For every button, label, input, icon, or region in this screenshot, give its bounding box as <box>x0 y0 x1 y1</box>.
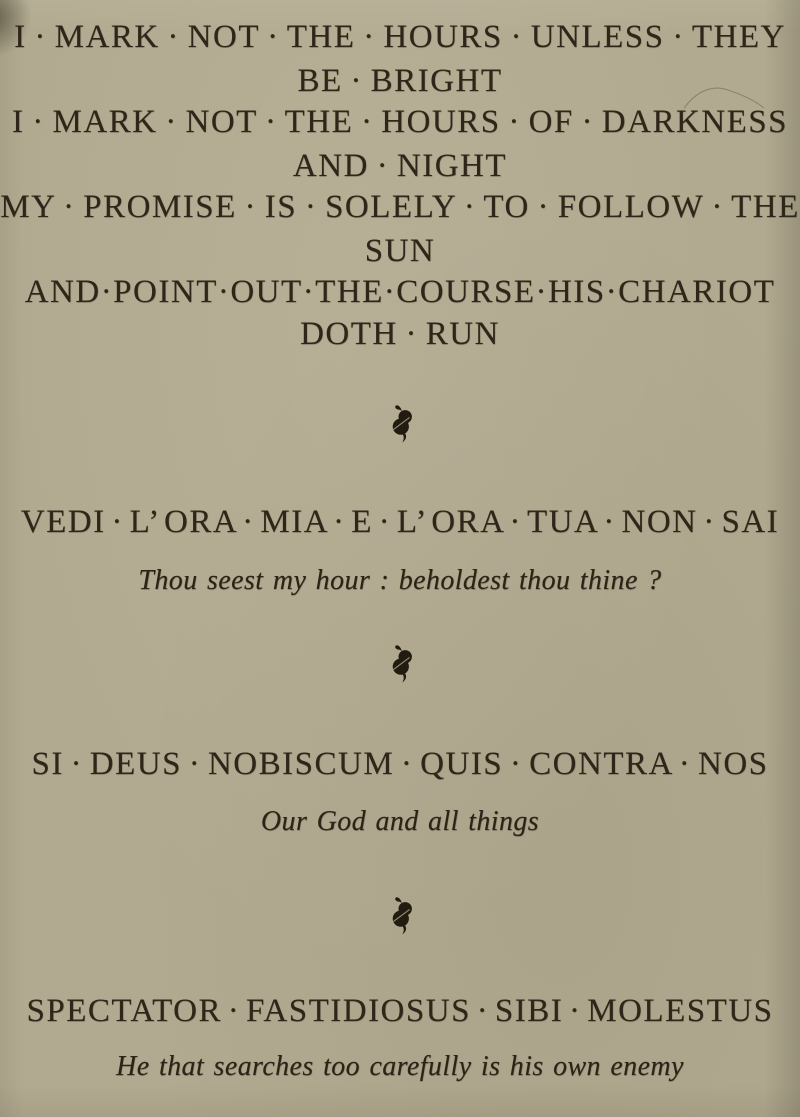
motto-translation: Thou seest my hour : beholdest thou thine ? <box>138 565 662 596</box>
motto-line: DOTH · RUN <box>300 316 500 352</box>
motto-translation: He that searches too carefully is his own enemy <box>116 1051 684 1082</box>
motto-line: VEDI · L’ ORA · MIA · E · L’ ORA · TUA · NON · SAI <box>20 504 780 540</box>
motto-line: BE · BRIGHT <box>297 63 503 99</box>
hedera-fleuron-icon <box>391 403 413 443</box>
motto-line: AND·POINT·OUT·THE·COURSE·HIS·CHARIOT <box>24 274 776 310</box>
motto-line: MY · PROMISE · IS · SOLELY · TO · FOLLOW · THE <box>0 189 800 225</box>
paper-scratch-mark <box>678 78 770 120</box>
motto-line: AND · NIGHT <box>292 148 508 184</box>
motto-line: SUN <box>364 233 436 269</box>
motto-line: I · MARK · NOT · THE · HOURS · OF · DARKNESS <box>12 104 788 140</box>
motto-translation: Our God and all things <box>260 806 540 837</box>
motto-line: SPECTATOR · FASTIDIOSUS · SIBI · MOLESTUS <box>26 993 774 1029</box>
motto-line: SI · DEUS · NOBISCUM · QUIS · CONTRA · NOS <box>31 746 769 782</box>
motto-line: I · MARK · NOT · THE · HOURS · UNLESS · THEY <box>14 19 786 55</box>
hedera-fleuron-icon <box>391 643 413 683</box>
hedera-fleuron-icon <box>391 895 413 935</box>
